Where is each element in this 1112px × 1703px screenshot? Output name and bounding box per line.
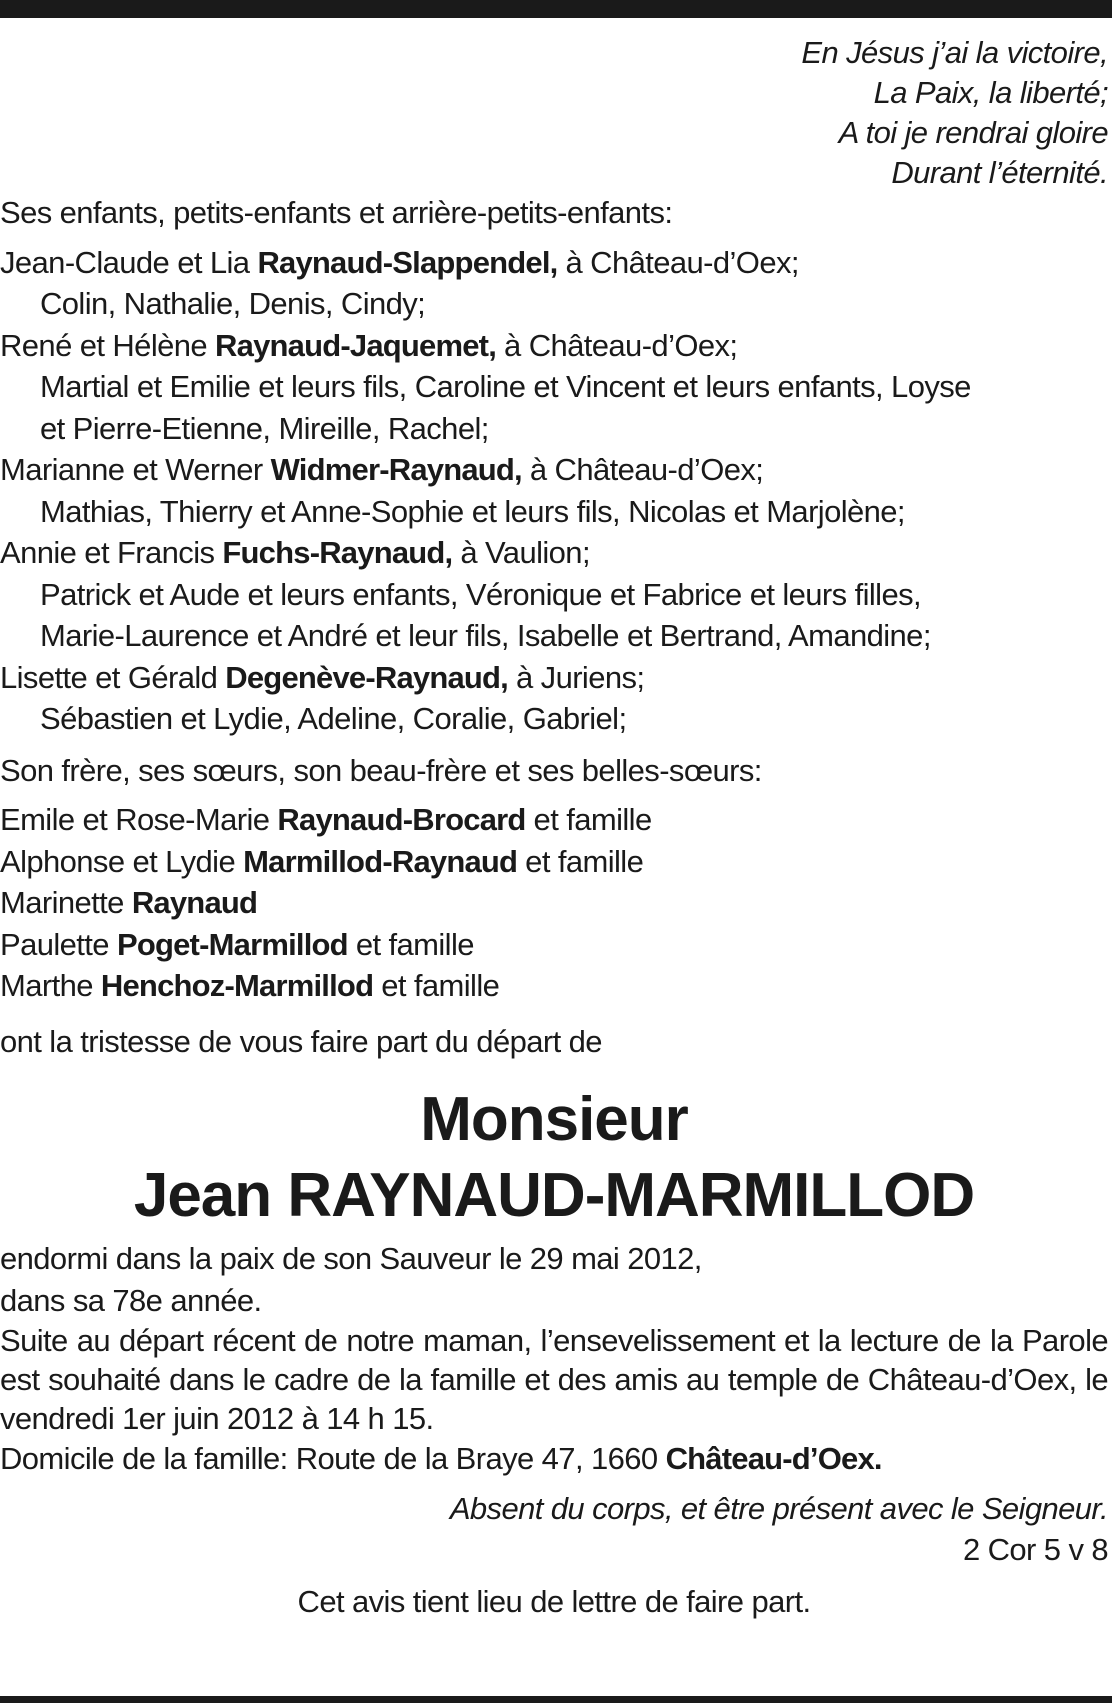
verse-line: La Paix, la liberté; [873, 75, 1108, 110]
grandchildren-line: Marie-Laurence et André et leur fils, Isabelle et Bertrand, Amandine; [40, 618, 931, 653]
details-block [0, 1238, 1108, 1480]
children-list [0, 242, 1108, 740]
obituary-notice [0, 32, 1108, 1622]
opening-verse [0, 32, 1108, 192]
sibling-line: Marthe Henchoz-Marmillod et famille [0, 968, 500, 1003]
children-intro: Ses enfants, petits-enfants et arrière-petits-enfants: [0, 195, 673, 230]
funeral-paragraph: Suite au départ récent de notre maman, l’ensevelissement et la lecture de la Parole est souhaité dans le cadre de la famille et des amis au temple de Château-d’Oex, le vendredi 1er juin 2012 à 14 h 15. [0, 1323, 1108, 1436]
family-line: Marianne et Werner Widmer-Raynaud, à Château-d’Oex; [0, 452, 764, 487]
family-line: Jean-Claude et Lia Raynaud-Slappendel, à Château-d’Oex; [0, 244, 799, 280]
grandchildren-line: Martial et Emilie et leurs fils, Caroline et Vincent et leurs enfants, Loyse [40, 369, 971, 404]
honorific-title: Monsieur [420, 1085, 688, 1154]
verse-line: En Jésus j’ai la victoire, [801, 35, 1108, 70]
siblings-intro: Son frère, ses sœurs, son beau-frère et ses belles-sœurs: [0, 752, 762, 788]
sibling-line: Emile et Rose-Marie Raynaud-Brocard et famille [0, 802, 652, 837]
quote-reference: 2 Cor 5 v 8 [962, 1532, 1108, 1567]
grandchildren-line: Mathias, Thierry et Anne-Sophie et leurs fils, Nicolas et Marjolène; [40, 493, 905, 529]
sibling-line: Alphonse et Lydie Marmillod-Raynaud et famille [0, 843, 644, 879]
death-date-line: endormi dans la paix de son Sauveur le 29 mai 2012, [0, 1241, 702, 1276]
verse-line: Durant l’éternité. [891, 155, 1108, 190]
siblings-list [0, 799, 1108, 1007]
grandchildren-line: Colin, Nathalie, Denis, Cindy; [40, 286, 426, 321]
top-rule [0, 0, 1112, 18]
sibling-line: Marinette Raynaud [0, 885, 258, 920]
grandchildren-line: et Pierre-Etienne, Mireille, Rachel; [40, 410, 489, 446]
bottom-rule [0, 1696, 1112, 1703]
family-line: René et Hélène Raynaud-Jaquemet, à Château-d’Oex; [0, 327, 738, 363]
family-line: Annie et Francis Fuchs-Raynaud, à Vaulion; [0, 535, 590, 570]
grandchildren-line: Sébastien et Lydie, Adeline, Coralie, Gabriel; [40, 701, 627, 736]
footer-note: Cet avis tient lieu de lettre de faire part. [297, 1583, 811, 1619]
deceased-name-block [0, 1082, 1108, 1238]
closing-quote: Absent du corps, et être présent avec le Seigneur. [449, 1490, 1108, 1526]
grandchildren-line: Patrick et Aude et leurs enfants, Véronique et Fabrice et leurs filles, [40, 576, 921, 612]
verse-line: A toi je rendrai gloire [838, 115, 1108, 150]
sibling-line: Paulette Poget-Marmillod et famille [0, 926, 474, 962]
domicile-line: Domicile de la famille: Route de la Braye 47, 1660 Château-d’Oex. [0, 1441, 882, 1476]
age-line: dans sa 78e année. [0, 1282, 262, 1318]
family-line: Lisette et Gérald Degenève-Raynaud, à Juriens; [0, 659, 645, 695]
deceased-name: Jean RAYNAUD-MARMILLOD [133, 1161, 975, 1230]
announcement: ont la tristesse de vous faire part du départ de [0, 1023, 602, 1059]
